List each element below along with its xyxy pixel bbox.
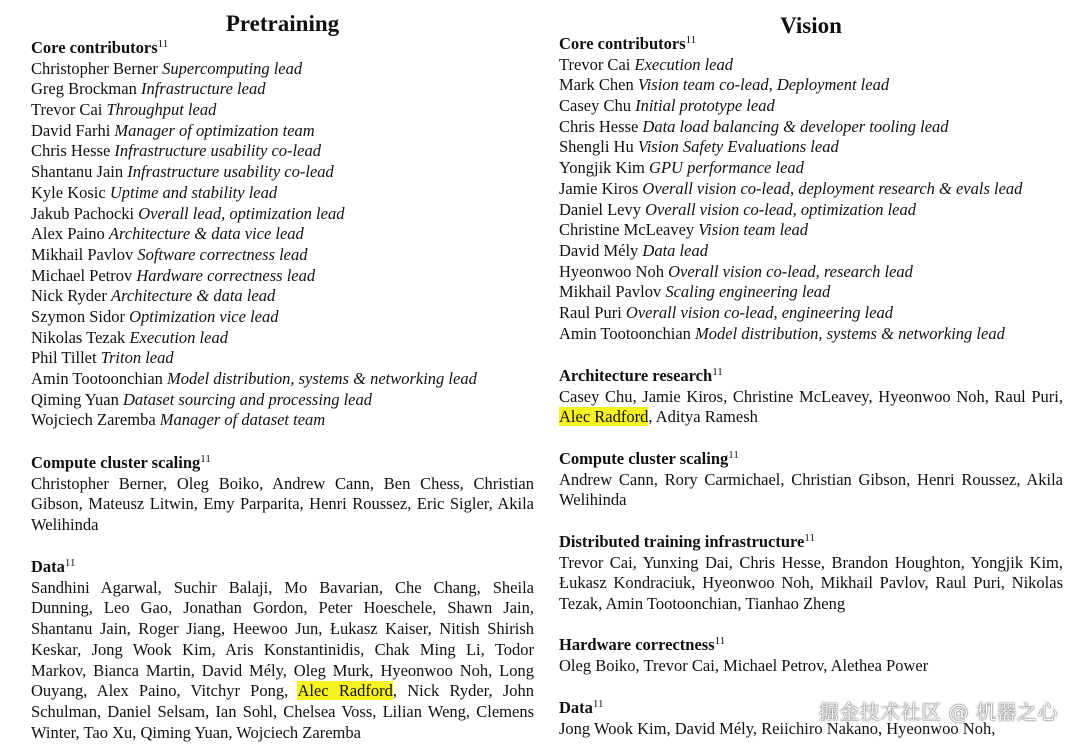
pretraining-title: Pretraining: [225, 11, 340, 36]
contributor-role: Vision team lead: [698, 220, 808, 240]
contributor-role: Manager of dataset team: [159, 410, 326, 430]
contributor-paragraph: Trevor Cai, Yunxing Dai, Chris Hesse, Brandon Houghton, Yongjik Kim, Łukasz Kondraciuk, Hyeonwoo Noh, Mikhail Pavlov, Raul Puri, Nikolas Tezak, Amin Tootoonchian, Tianhao Zheng: [559, 552, 1063, 614]
contributor-name: Chris Hesse: [559, 116, 639, 136]
contributor-row: [559, 96, 1063, 117]
footnote-marker: 11: [712, 366, 723, 378]
contributor-name: Hyeonwoo Noh: [559, 261, 664, 281]
heading-text: Core contributors: [31, 38, 158, 57]
highlighted-name: Alec Radford: [297, 681, 393, 701]
contributor-name: Amin Tootoonchian: [559, 323, 691, 343]
contributor-name: Mikhail Pavlov: [559, 282, 662, 302]
heading-text: Compute cluster scaling: [559, 449, 729, 468]
contributor-paragraph: Christopher Berner, Oleg Boiko, Andrew Cann, Ben Chess, Christian Gibson, Mateusz Litwin, Emy Parparita, Henri Roussez, Eric Sigler, Akila Welihinda: [31, 473, 534, 535]
contributor-name: Nikolas Tezak: [31, 327, 126, 347]
paragraph-text: Casey Chu, Jamie Kiros, Christine McLeavey, Hyeonwoo Noh, Raul Puri,: [559, 386, 1063, 406]
pretraining-core-contributors-section: [31, 38, 534, 431]
contributor-role: Dataset sourcing and processing lead: [122, 389, 372, 409]
paragraph-text: Sandhini Agarwal, Suchir Balaji, Mo Bavarian, Che Chang, Sheila Dunning, Leo Gao, Jonathan Gordon, Peter Hoeschele, Shawn Jain, Shantanu Jain, Roger Jiang, Heewoo Jun, Łukasz Kaiser, Nitish Shirish Keskar, Jong Wook Kim, Aris Konstantinidis, Chak Ming Li, Todor Markov, Bianca Martin, David Mély, Oleg Murk, Hyeonwoo Noh, Long Ouyang, Alex Paino, Vitchyr Pong,: [31, 577, 534, 701]
contributor-name: David Farhi: [31, 120, 111, 140]
contributor-name: Trevor Cai: [31, 100, 103, 120]
contributor-name: Mikhail Pavlov: [31, 244, 134, 264]
contributor-row: [31, 121, 534, 142]
contributor-name: Amin Tootoonchian: [31, 369, 163, 388]
contributor-role: Scaling engineering lead: [665, 282, 831, 302]
contributor-row: [31, 224, 534, 245]
contributor-row: [31, 307, 534, 328]
highlighted-name: Alec Radford: [559, 407, 649, 427]
vision-distributed-training-section: [559, 532, 1063, 615]
contributor-name: Wojciech Zaremba: [31, 410, 156, 430]
vision-architecture-section: [559, 366, 1063, 428]
pretraining-data-section: [31, 557, 534, 743]
contributor-name: Christopher Berner: [31, 58, 158, 78]
contributor-role: Manager of optimization team: [114, 120, 315, 140]
contributor-row: [31, 348, 534, 369]
section-heading: [31, 38, 534, 59]
contributor-role: Triton lead: [100, 348, 174, 368]
contributor-row: [31, 59, 534, 80]
footnote-marker: 11: [804, 532, 815, 544]
contributor-row: [31, 369, 534, 390]
contributor-row: [559, 303, 1063, 324]
contributor-role: Overall lead, optimization lead: [138, 203, 345, 223]
vision-hardware-section: [559, 635, 1063, 676]
section-heading: [559, 34, 1063, 55]
footnote-marker: 11: [728, 449, 739, 461]
heading-text: Architecture research: [559, 366, 713, 385]
contributor-row: [31, 328, 534, 349]
contributor-role: Vision Safety Evaluations lead: [637, 137, 839, 157]
contributor-name: Shengli Hu: [559, 137, 634, 157]
contributor-list: [559, 55, 1063, 345]
footnote-marker: 11: [64, 557, 76, 569]
contributor-role: Supercomputing lead: [162, 58, 303, 78]
contributor-name: Raul Puri: [559, 302, 622, 322]
contributor-name: Nick Ryder: [31, 286, 107, 306]
contributor-name: Jakub Pachocki: [31, 203, 135, 223]
contributor-name: Shantanu Jain: [31, 162, 124, 182]
contributor-role: Model distribution, systems & networking lead: [695, 323, 1005, 343]
contributor-role: Architecture & data vice lead: [108, 224, 304, 244]
contributor-name: Phil Tillet: [31, 348, 97, 368]
section-heading: [559, 449, 1063, 470]
section-heading: [559, 635, 1063, 656]
contributor-row: [31, 183, 534, 204]
contributor-name: Michael Petrov: [31, 265, 133, 285]
contributor-role: Data load balancing & developer tooling lead: [642, 116, 949, 136]
heading-text: Distributed training infrastructure: [559, 532, 805, 551]
heading-text: Compute cluster scaling: [31, 453, 201, 472]
contributor-row: [559, 282, 1063, 303]
footnote-marker: 11: [714, 635, 726, 647]
contributor-role: Hardware correctness lead: [136, 265, 316, 285]
contributor-role: Infrastructure lead: [140, 79, 266, 99]
contributor-list: [31, 59, 534, 431]
contributor-role: Infrastructure usability co-lead: [114, 141, 321, 161]
contributor-paragraph: [559, 387, 1063, 428]
contributor-row: [559, 220, 1063, 241]
contributor-row: [559, 200, 1063, 221]
contributor-row: [31, 141, 534, 162]
site-watermark: 掘金技术社区 @ 机器之心: [818, 700, 1058, 724]
section-heading: [31, 453, 534, 474]
contributor-name: Qiming Yuan: [31, 389, 119, 409]
heading-text: Data: [559, 698, 593, 717]
contributor-role: Infrastructure usability co-lead: [127, 162, 334, 182]
contributor-role: Software correctness lead: [137, 244, 308, 264]
contributor-role: Architecture & data lead: [111, 286, 276, 306]
contributor-name: Greg Brockman: [31, 79, 137, 99]
pretraining-compute-section: [31, 453, 534, 536]
contributor-row: [559, 262, 1063, 283]
contributor-name: Mark Chen: [559, 75, 634, 95]
contributor-role: Execution lead: [634, 54, 733, 74]
contributor-role: Execution lead: [129, 327, 228, 347]
contributor-name: Kyle Kosic: [31, 182, 106, 202]
contributor-row: [31, 390, 534, 411]
contributor-role: GPU performance lead: [649, 158, 804, 178]
vision-title: Vision: [780, 13, 842, 38]
contributor-role: Model distribution, systems & networking lead: [167, 369, 477, 388]
contributor-paragraph: Jong Wook Kim, David Mély, Reiichiro Nakano, Hyeonwoo Noh,: [559, 718, 996, 738]
heading-text: Core contributors: [559, 34, 686, 53]
contributor-paragraph: Andrew Cann, Rory Carmichael, Christian Gibson, Henri Roussez, Akila Welihinda: [559, 469, 1063, 510]
contributor-paragraph: Oleg Boiko, Trevor Cai, Michael Petrov, Alethea Power: [559, 655, 929, 675]
contributor-role: Vision team co-lead, Deployment lead: [637, 75, 890, 95]
footnote-marker: 11: [685, 34, 697, 46]
contributor-name: Christine McLeavey: [559, 220, 695, 240]
contributor-role: Data lead: [642, 240, 708, 260]
contributor-row: [31, 162, 534, 183]
contributor-row: [31, 204, 534, 225]
contributor-row: [559, 117, 1063, 138]
contributor-role: Overall vision co-lead, research lead: [668, 261, 913, 281]
contributor-role: Overall vision co-lead, engineering lead: [625, 302, 894, 322]
contributor-row: [559, 158, 1063, 179]
paragraph-text: , Aditya Ramesh: [648, 407, 758, 427]
contributor-paragraph: [31, 578, 534, 744]
contributor-name: Trevor Cai: [559, 54, 631, 74]
section-heading: [559, 532, 1063, 553]
contributor-row: [31, 245, 534, 266]
contributor-role: Initial prototype lead: [635, 96, 775, 116]
contributor-name: Daniel Levy: [559, 199, 642, 219]
contributor-row: [31, 286, 534, 307]
contributor-role: Optimization vice lead: [129, 306, 279, 326]
contributor-name: Alex Paino: [31, 224, 105, 244]
contributor-name: Casey Chu: [559, 96, 631, 116]
contributor-row: [559, 241, 1063, 262]
contributor-role: Overall vision co-lead, deployment research & evals lead: [642, 178, 1023, 198]
vision-compute-section: [559, 449, 1063, 511]
heading-text: Hardware correctness: [559, 635, 715, 654]
paragraph-text: , Nick Ryder, John Schulman, Daniel Selsam, Ian Sohl, Chelsea Voss, Lilian Weng, Clemens Winter, Tao Xu, Qiming Yuan, Wojciech Zaremba: [31, 681, 534, 742]
contributor-row: [31, 79, 534, 100]
contributor-name: Szymon Sidor: [31, 306, 125, 326]
contributor-row: [559, 137, 1063, 158]
section-heading: [559, 366, 1063, 387]
vision-core-contributors-section: [559, 34, 1063, 344]
footnote-marker: 11: [157, 38, 169, 50]
contributor-name: Jamie Kiros: [559, 178, 639, 198]
contributor-row: [31, 410, 534, 431]
contributor-row: [559, 179, 1063, 200]
contributor-row: [31, 266, 534, 287]
contributor-row: [31, 100, 534, 121]
footnote-marker: 11: [200, 453, 211, 465]
contributor-name: Chris Hesse: [31, 141, 111, 161]
contributor-row: [559, 75, 1063, 96]
section-heading: [31, 557, 534, 578]
contributor-role: Throughput lead: [106, 100, 217, 120]
contributor-name: Yongjik Kim: [559, 158, 645, 178]
heading-text: Data: [31, 557, 65, 576]
contributor-name: David Mély: [559, 240, 639, 260]
footnote-marker: 11: [592, 698, 604, 710]
contributor-row: [559, 324, 1063, 345]
contributor-role: Overall vision co-lead, optimization lead: [645, 199, 916, 219]
contributor-role: Uptime and stability lead: [109, 182, 278, 202]
contributor-row: [559, 55, 1063, 76]
